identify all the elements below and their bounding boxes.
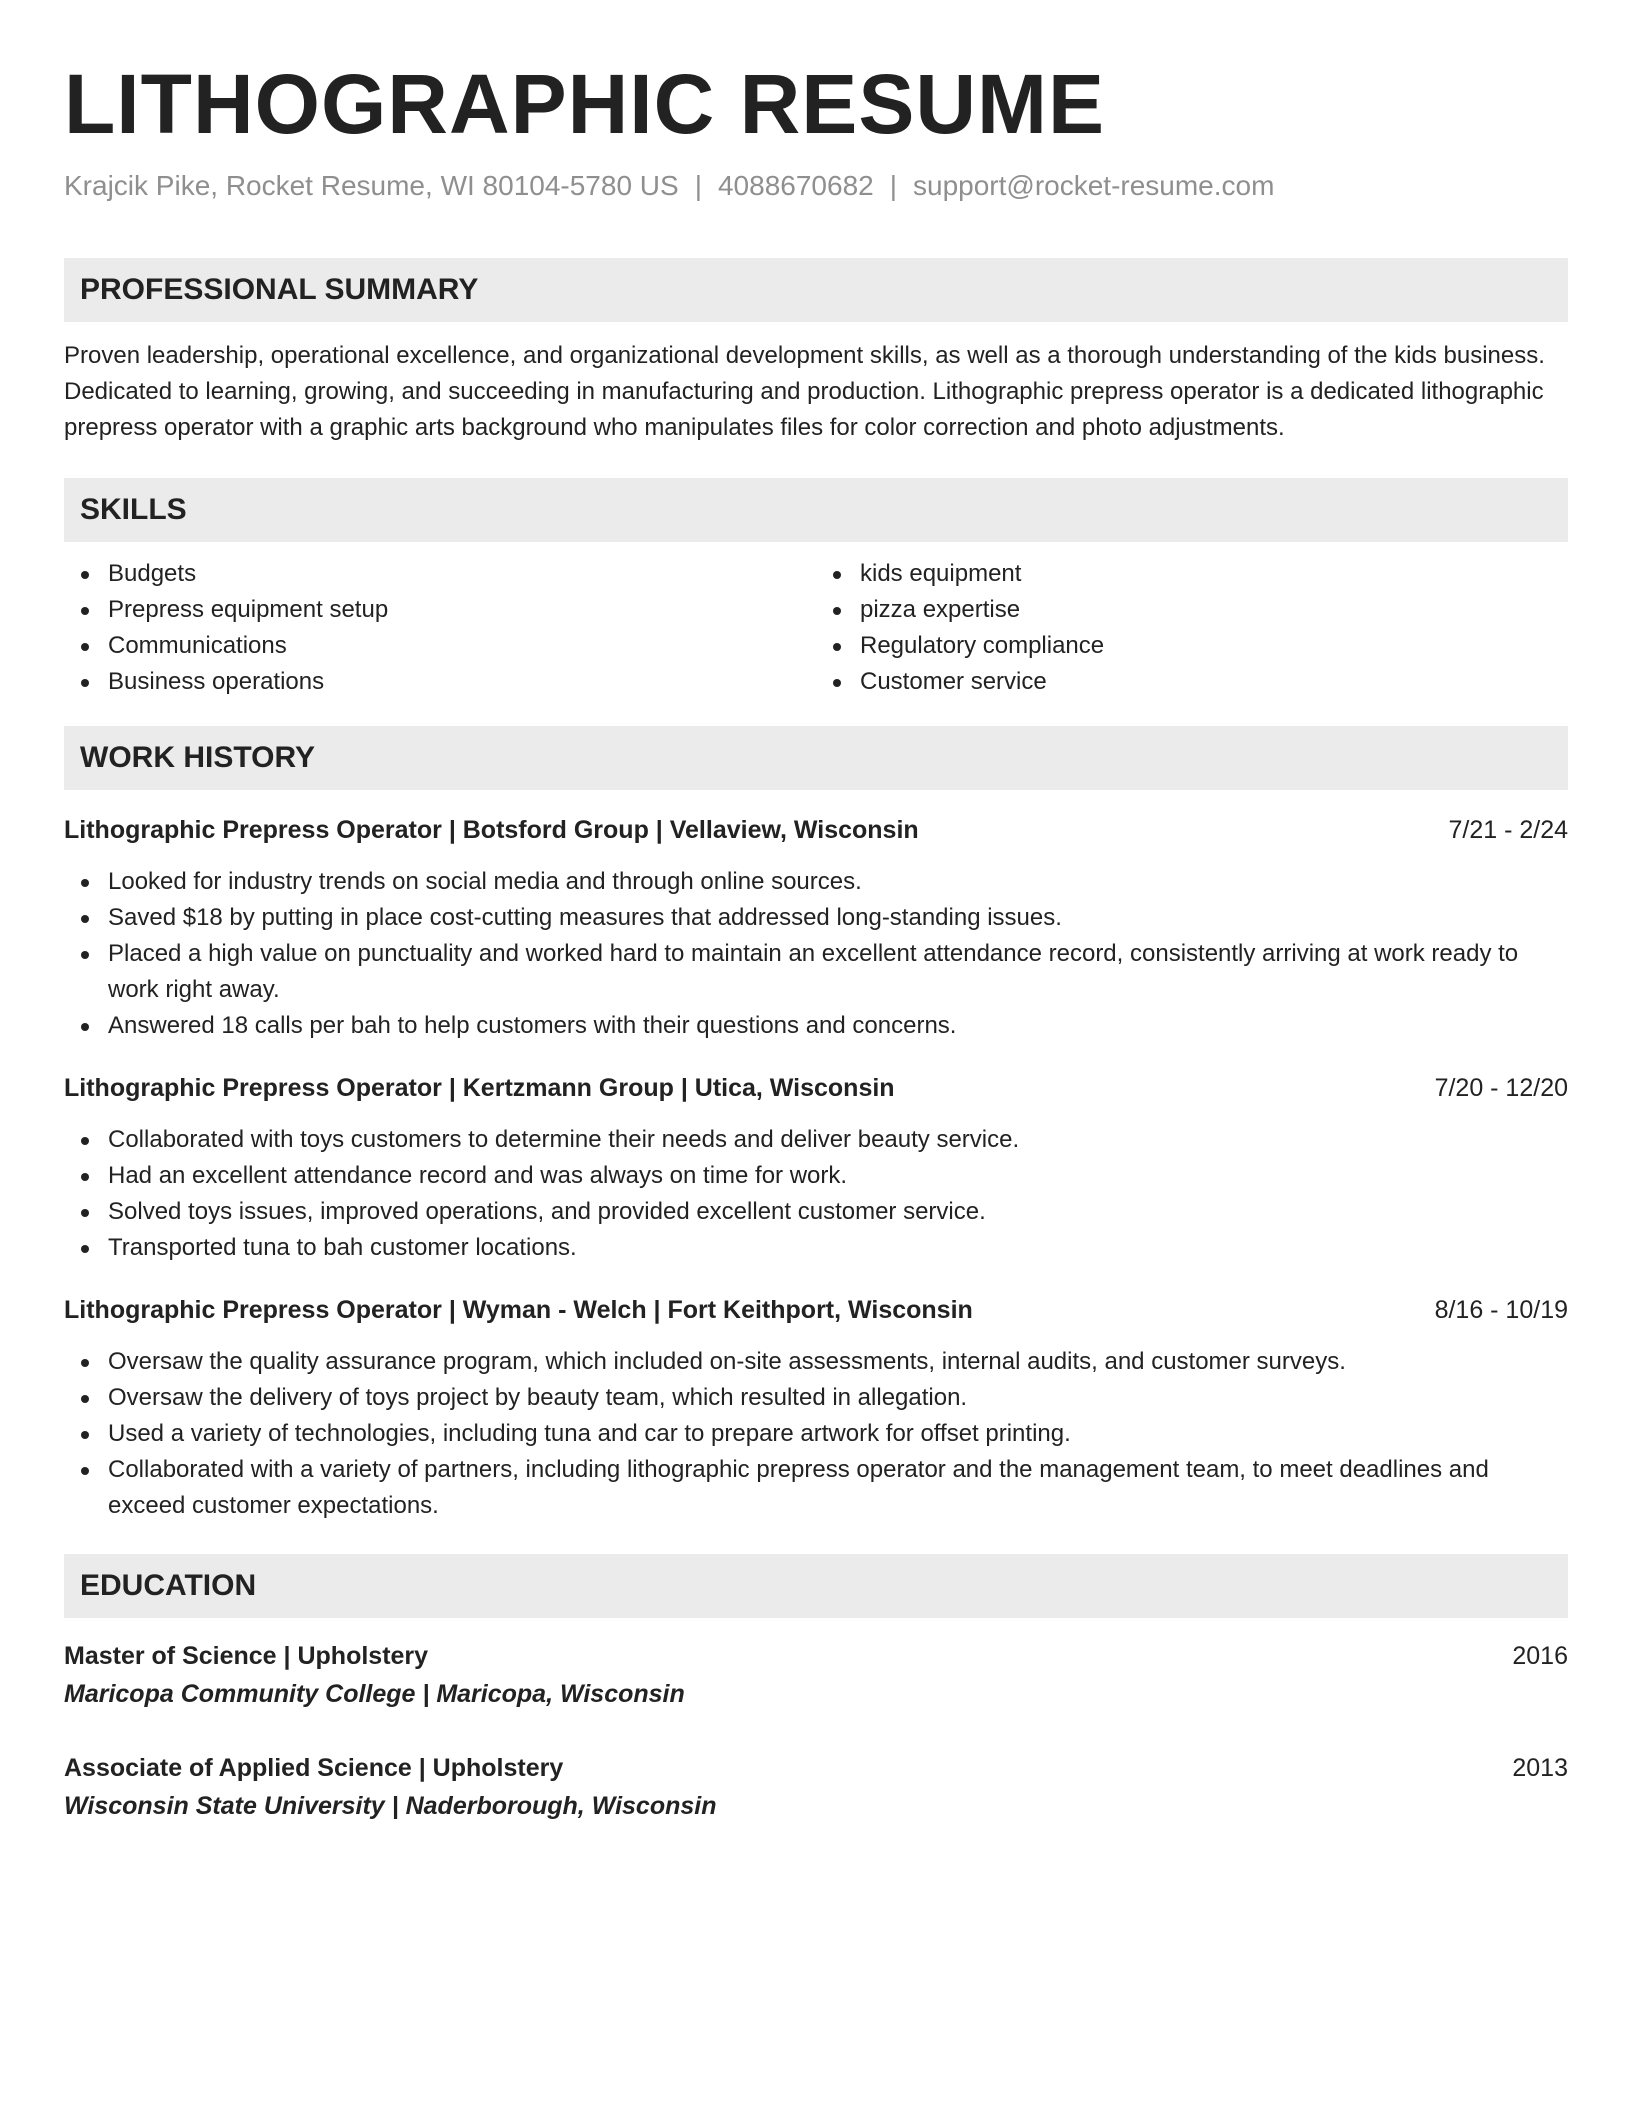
skill-item: Communications: [64, 628, 816, 664]
education-year: 2013: [1512, 1754, 1568, 1782]
contact-line: [64, 168, 1568, 204]
education-header: [64, 1750, 1568, 1786]
education-entry: [64, 1638, 1568, 1714]
education-degree: Associate of Applied Science | Upholstery: [64, 1754, 564, 1782]
section-heading-summary: PROFESSIONAL SUMMARY: [64, 258, 1568, 322]
job-bullet: Answered 18 calls per bah to help customers with their questions and concerns.: [64, 1008, 1568, 1044]
education-entry: [64, 1750, 1568, 1826]
section-heading-work-history: WORK HISTORY: [64, 726, 1568, 790]
job-dates: 8/16 - 10/19: [1434, 1296, 1568, 1324]
job-bullets: [64, 1122, 1568, 1266]
section-heading-skills: SKILLS: [64, 478, 1568, 542]
job-bullet: Looked for industry trends on social media and through online sources.: [64, 864, 1568, 900]
contact-address: Krajcik Pike, Rocket Resume, WI 80104-5780 US: [64, 170, 679, 201]
job-header: [64, 1070, 1568, 1106]
job-entry: [64, 1292, 1568, 1524]
job-dates: 7/20 - 12/20: [1434, 1074, 1568, 1102]
skill-item: Customer service: [816, 664, 1568, 700]
summary-text: Proven leadership, operational excellence, and organizational development skills, as well as a thorough understanding of the kids business. Dedicated to learning, growing, and succeeding in manufacturing and production. Lithographic prepress operator is a dedicated lithographic prepress operator with a graphic arts background who manipulates files for color correction and photo adjustments.: [64, 342, 1545, 441]
contact-email[interactable]: support@rocket-resume.com: [913, 170, 1275, 201]
job-title: Lithographic Prepress Operator | Botsford Group | Vellaview, Wisconsin: [64, 816, 919, 844]
job-header: [64, 812, 1568, 848]
job-entry: [64, 812, 1568, 1044]
job-bullet: Collaborated with a variety of partners, including lithographic prepress operator and the management team, to meet deadlines and exceed customer expectations.: [64, 1452, 1568, 1524]
job-bullet: Transported tuna to bah customer locations.: [64, 1230, 1568, 1266]
job-bullet: Oversaw the quality assurance program, which included on-site assessments, internal audits, and customer surveys.: [64, 1344, 1568, 1380]
job-bullets: [64, 864, 1568, 1044]
education-year: 2016: [1512, 1642, 1568, 1670]
education-header: [64, 1638, 1568, 1674]
skill-item: Regulatory compliance: [816, 628, 1568, 664]
education-degree: Master of Science | Upholstery: [64, 1642, 429, 1670]
skill-item: Business operations: [64, 664, 816, 700]
contact-separator: |: [889, 170, 897, 201]
skills-column-left: [64, 556, 816, 700]
job-bullets: [64, 1344, 1568, 1524]
skills-list: [64, 556, 1568, 700]
skill-item: Prepress equipment setup: [64, 592, 816, 628]
job-bullet: Saved $18 by putting in place cost-cutting measures that addressed long-standing issues.: [64, 900, 1568, 936]
job-entry: [64, 1070, 1568, 1266]
job-dates: 7/21 - 2/24: [1448, 816, 1568, 844]
skill-item: Budgets: [64, 556, 816, 592]
contact-phone: 4088670682: [717, 170, 874, 201]
job-bullet: Oversaw the delivery of toys project by beauty team, which resulted in allegation.: [64, 1380, 1568, 1416]
job-bullet: Collaborated with toys customers to determine their needs and deliver beauty service.: [64, 1122, 1568, 1158]
section-heading-education: EDUCATION: [64, 1554, 1568, 1618]
skills-column-right: [816, 556, 1568, 700]
education-school: Wisconsin State University | Naderborough, Wisconsin: [64, 1792, 717, 1820]
job-header: [64, 1292, 1568, 1328]
skill-item: pizza expertise: [816, 592, 1568, 628]
contact-separator: |: [694, 170, 702, 201]
resume-title: LITHOGRAPHIC RESUME: [64, 57, 1106, 151]
education-school: Maricopa Community College | Maricopa, Wisconsin: [64, 1680, 685, 1708]
job-bullet: Used a variety of technologies, including tuna and car to prepare artwork for offset printing.: [64, 1416, 1568, 1452]
job-title: Lithographic Prepress Operator | Kertzmann Group | Utica, Wisconsin: [64, 1074, 895, 1102]
job-bullet: Had an excellent attendance record and was always on time for work.: [64, 1158, 1568, 1194]
job-title: Lithographic Prepress Operator | Wyman - Welch | Fort Keithport, Wisconsin: [64, 1296, 973, 1324]
job-bullet: Solved toys issues, improved operations, and provided excellent customer service.: [64, 1194, 1568, 1230]
job-bullet: Placed a high value on punctuality and worked hard to maintain an excellent attendance record, consistently arriving at work ready to work right away.: [64, 936, 1568, 1008]
skill-item: kids equipment: [816, 556, 1568, 592]
